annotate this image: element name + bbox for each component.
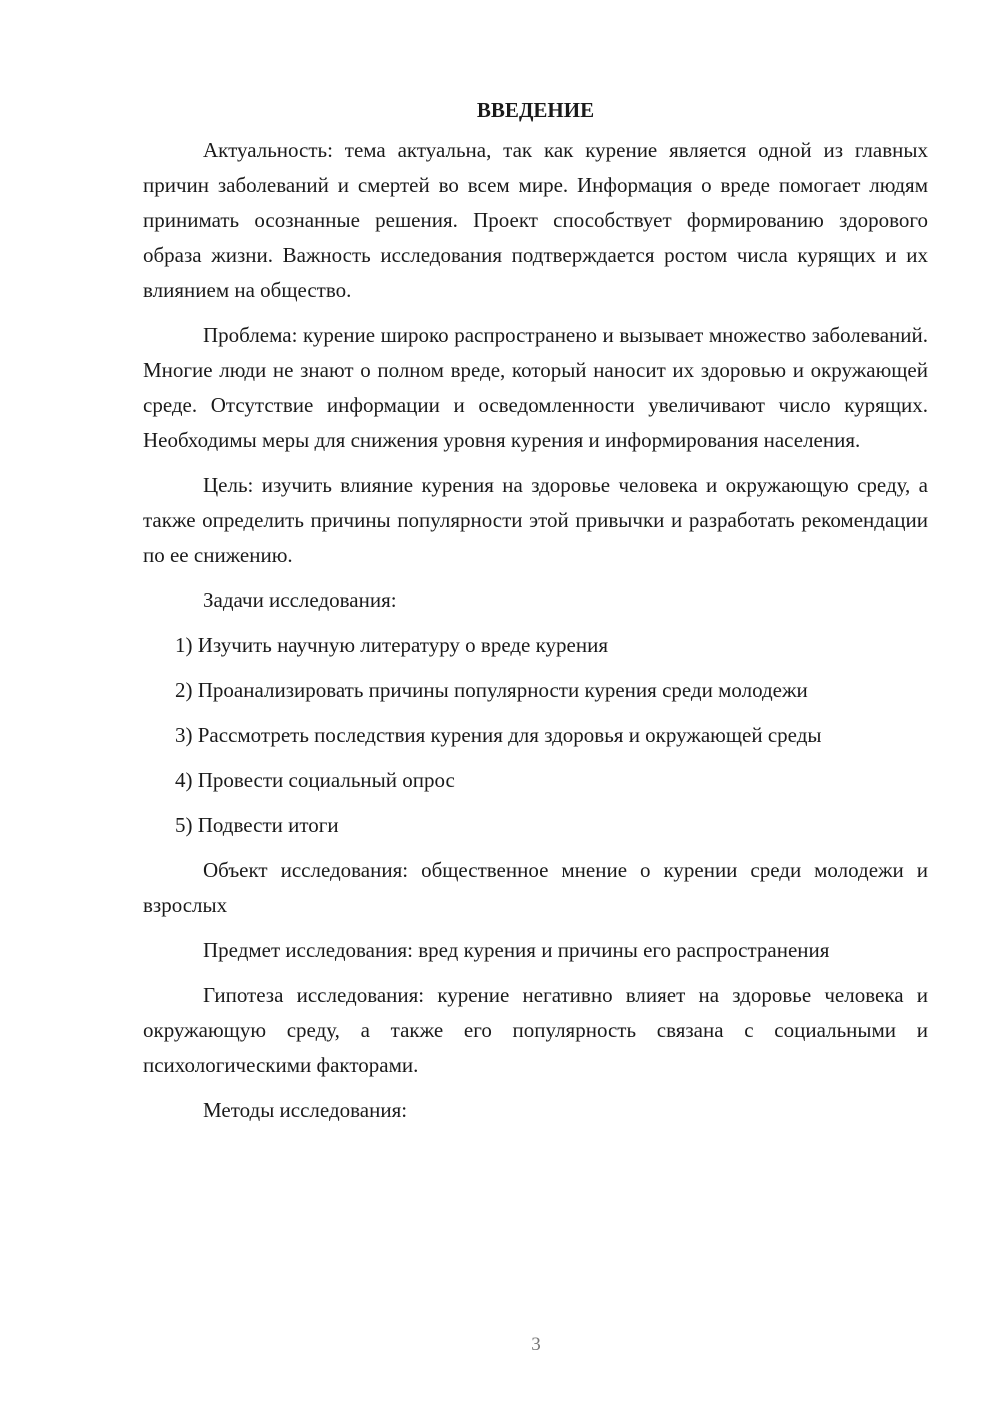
task-item-4: 4) Провести социальный опрос [175, 768, 455, 792]
methods-heading: Методы исследования: [203, 1098, 408, 1122]
document-body [143, 95, 928, 1138]
tasks-heading: Задачи исследования: [203, 588, 397, 612]
subject-paragraph: Предмет исследования: вред курения и причины его распространения [203, 938, 830, 962]
relevance-paragraph: Актуальность: тема актуальна, так как курение является одной из главных причин заболеваний и смертей во всем мире. Информация о вреде помогает людям принимать осознанные решения. Проект способствует формированию здорового образа жизни. Важность исследования подтверждается ростом числа курящих и их влиянием на общество. [143, 138, 928, 302]
problem-paragraph: Проблема: курение широко распространено и вызывает множество заболеваний. Многие люди не знают о полном вреде, который наносит их здоровью и окружающей среде. Отсутствие информации и осведомленности увеличивают число курящих. Необходимы меры для снижения уровня курения и информирования населения. [143, 323, 928, 452]
task-item-5: 5) Подвести итоги [175, 813, 339, 837]
object-paragraph: Объект исследования: общественное мнение о курении среди молодежи и взрослых [143, 858, 928, 917]
task-item-3: 3) Рассмотреть последствия курения для здоровья и окружающей среды [175, 723, 822, 747]
task-item-2: 2) Проанализировать причины популярности курения среди молодежи [175, 678, 808, 702]
goal-paragraph: Цель: изучить влияние курения на здоровье человека и окружающую среду, а также определить причины популярности этой привычки и разработать рекомендации по ее снижению. [143, 473, 928, 567]
hypothesis-paragraph: Гипотеза исследования: курение негативно влияет на здоровье человека и окружающую среду, а также его популярность связана с социальными и психологическими факторами. [143, 983, 928, 1077]
page-number: 3 [531, 1334, 541, 1355]
section-title: ВВЕДЕНИЕ [476, 98, 595, 122]
tasks-list [143, 628, 928, 843]
task-item-1: 1) Изучить научную литературу о вреде курения [175, 633, 608, 657]
